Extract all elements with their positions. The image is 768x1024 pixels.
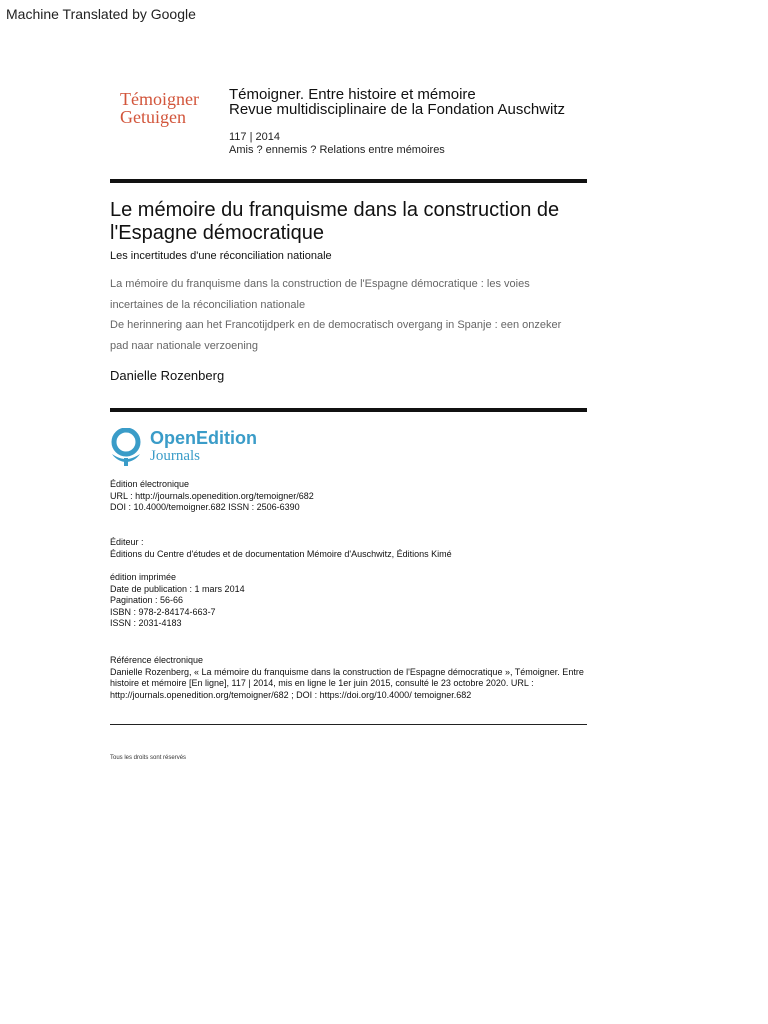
reference-heading: Référence électronique [110,655,204,665]
journal-title: Témoigner. Entre histoire et mémoire [229,86,476,103]
openedition-sub: Journals [150,448,200,464]
journal-header [229,87,565,117]
journal-subtitle: Revue multidisciplinaire de la Fondation Auschwitz [229,101,566,118]
journal-logo [120,90,210,126]
reference-block [110,655,590,701]
publisher-heading: Éditeur : [110,537,144,547]
alt-title-fr: La mémoire du franquisme dans la construction de l'Espagne démocratique : les voies incertaines de la réconciliation nationale [110,278,530,311]
article-author: Danielle Rozenberg [110,368,225,383]
publisher-block [110,537,590,560]
logo-line-2: Getuigen [120,107,186,127]
issue-theme: Amis ? ennemis ? Relations entre mémoires [229,144,445,156]
publisher-name: Éditions du Centre d'études et de documentation Mémoire d'Auschwitz, Éditions Kimé [110,548,452,559]
bottom-rule [110,724,587,725]
middle-rule [110,408,587,412]
rights-notice: Tous les droits sont réservés [110,755,187,761]
openedition-logo-icon [110,428,146,468]
reference-body: Danielle Rozenberg, « La mémoire du franquisme dans la construction de l'Espagne démocratique », Témoigner. Entre histoire et mémoire [En ligne], 117 | 2014, mis en ligne le 1er juin 2015, consulté le 23 octobre 2020. URL : http://journals.openedition.org/temoigner/682 ; DOI : https://doi.org/10.4000/ temoigner.682 [110,666,584,700]
print-isbn: ISBN : 978-2-84174-663-7 [110,606,216,617]
machine-translated-banner: Machine Translated by Google [6,6,196,22]
article-title: Le mémoire du franquisme dans la construction de l'Espagne démocratique [110,199,560,244]
openedition-name: OpenEdition [150,428,257,448]
issue-info [229,131,445,157]
electronic-url: URL : http://journals.openedition.org/temoigner/682 [110,490,314,501]
top-rule [110,179,587,183]
electronic-edition [110,479,590,514]
print-issn: ISSN : 2031-4183 [110,618,182,629]
print-edition [110,572,590,630]
print-heading: édition imprimée [110,572,177,582]
issue-number: 117 | 2014 [229,131,280,143]
electronic-doi: DOI : 10.4000/temoigner.682 ISSN : 2506-6390 [110,502,300,513]
print-pages: Pagination : 56-66 [110,595,184,606]
article-subtitle: Les incertitudes d'une réconciliation nationale [110,250,332,262]
alt-title-nl: De herinnering aan het Francotijdperk en de democratisch overgang in Spanje : een onzeker pad naar nationale verzoening [110,319,562,352]
alternate-titles [110,274,570,356]
electronic-heading: Édition électronique [110,479,190,489]
openedition-wordmark [150,428,257,464]
logo-line-1: Témoigner [120,89,199,109]
print-date: Date de publication : 1 mars 2014 [110,583,245,594]
